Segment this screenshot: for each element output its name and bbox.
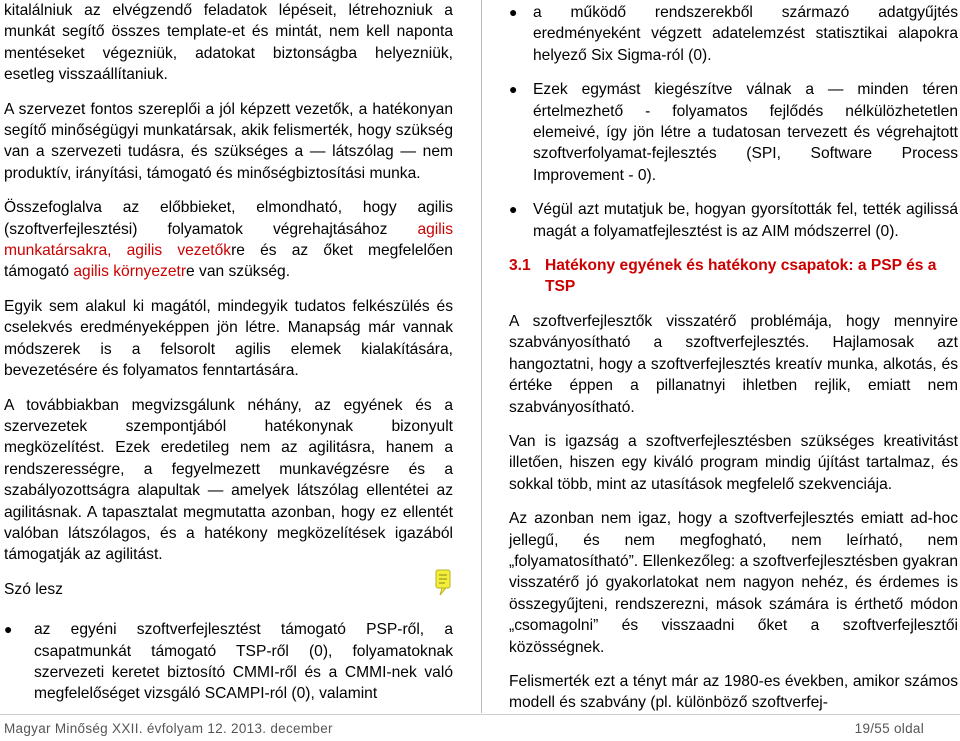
bullet-icon: ●: [509, 4, 518, 20]
bullet-icon: ●: [509, 81, 518, 98]
list-item-text: Végül azt mutatjuk be, hogyan gyorsították fel, tették agilissá magát a folyamatfejlesztést is az AIM módszerrel (0).: [533, 201, 958, 240]
section-heading: [509, 255, 958, 298]
highlighted-text: agilis környezetr: [73, 263, 187, 281]
bullet-list: [4, 619, 453, 705]
paragraph: kitalálniuk az elvégzendő feladatok lépéseit, létrehozniuk a munkát segítő összes template-et és mintát, nem kell naponta mentéseket végezniük, adatokat biztonságba helyezniük, esetleg visszaállítaniuk.: [4, 2, 453, 84]
paragraph-text: e van szükség.: [186, 263, 291, 281]
bullet-icon: ●: [4, 621, 13, 638]
list-item: [509, 2, 958, 66]
paragraph-text: re és az őket megfelelően támogató: [4, 242, 453, 281]
paragraph: [4, 197, 453, 283]
paragraph: A szoftverfejlesztők visszatérő problémája, hogy mennyire szabványosítható a szoftverfejlesztés. Hajlamosak azt hangoztatni, hogy a szoftverfejlesztés kreatív munka, alkotás, és értéke éppen a pillanatnyi ihletben rejlik, emiatt nem szabványosítható.: [509, 312, 958, 416]
paragraph: A szervezet fontos szereplői a jól képzett vezetők, a hatékonyan segítő minőségügyi munkatársak, akik felismerték, hogy szükség van a szervezeti tudásra, és szükséges a — látszólag — nem produktív, irányítási, támogató és minőségbiztosítási munka.: [4, 100, 453, 182]
paragraph: A továbbiakban megvizsgálunk néhány, az egyének és a szervezetek szempontjából hatékonynak bizonyult megközelítést. Ezek eredetileg nem az agilitásra, hanem a rendszerességre, a fegyelmezett munkavégzésre és a szabályozottságra alapultak — amelyek látszólag ellentétei az agilitásnak. A tapasztalat megmutatta azonban, hogy ez ellentét valóban látszólagos, és a hatékony megközelítések igazából támogatják az agilitást.: [4, 396, 453, 564]
page-footer: [0, 714, 960, 741]
sticky-note-icon[interactable]: [434, 567, 452, 597]
list-item: [509, 199, 958, 242]
divider: [481, 0, 482, 713]
list-item-text: a működő rendszerekből származó adatgyűjtés eredményeként végzett adatelemzést statisztikai alapokra helyező Six Sigma-ról (0).: [533, 4, 958, 64]
paragraph: Szó lesz: [4, 580, 63, 598]
paragraph-text: Összefoglalva az előbbieket, elmondható, hogy agilis (szoftverfejlesztési) folyamatok végrehajtásához: [4, 199, 453, 238]
list-item: [4, 619, 453, 705]
bullet-icon: ●: [509, 201, 518, 218]
paragraph: Felismerték ezt a tényt már az 1980-es években, amikor számos modell és szabvány (pl. különböző szoftverfej-: [509, 672, 958, 712]
list-item: [509, 79, 958, 186]
section-number: 3.1: [509, 257, 531, 275]
footer-publication: Magyar Minőség XXII. évfolyam 12. 2013. december: [4, 721, 333, 736]
paragraph: Egyik sem alakul ki magától, mindegyik tudatos felkészülés és cselekvés eredményeképpen jön létre. Manapság már vannak módszerek is a felsorolt agilis elemek kialakítására, bevezetésére és folyamatos fenntartására.: [4, 297, 453, 380]
section-title: Hatékony egyének és hatékony csapatok: a PSP és a TSP: [545, 257, 937, 296]
right-column: [509, 0, 958, 727]
footer-page-number: 19/55 oldal: [854, 721, 924, 736]
list-item-text: Ezek egymást kiegészítve válnak a — minden téren értelmezhető - folyamatos fejlődés nélkülözhetetlen elemeivé, így jön létre a tudatosan tervezett és végrehajtott szoftverfolyamat-fejlesztés (SPI, Software Process Improvement - 0).: [533, 81, 958, 184]
highlighted-text: agilis munkatársakra, agilis vezetők: [4, 220, 453, 260]
left-column: [4, 0, 453, 718]
bullet-list: [509, 2, 958, 242]
paragraph: Az azonban nem igaz, hogy a szoftverfejlesztés emiatt ad-hoc jellegű, és nem megfogható, nem leírható, nem „folyamatosítható”. Ellenkezőleg: a szoftverfejlesztésben gyakran visszatérő jó gyakorlatokat nem nagyon nehéz, és érdemes is összegyűjteni, rendszerezni, mások számára is érthető módon „csomagolni” és visszaadni őket a szoftverfejlesztői közösségnek.: [509, 510, 958, 656]
list-item-text: az egyéni szoftverfejlesztést támogató PSP-ről, a csapatmunkát támogató TSP-ről (0), folyamatoknak szervezeti keretet biztosító CMMI-ről és a CMMI-nek való megfelelőséget vizsgáló SCAMPI-ról (0), valamint: [34, 621, 453, 703]
paragraph: Van is igazság a szoftverfejlesztésben szükséges kreativitást illetően, hiszen egy kiváló program mindig újítást tartalmaz, és sokkal több, mint az utasítások megfelelő szekvenciája.: [509, 432, 958, 493]
